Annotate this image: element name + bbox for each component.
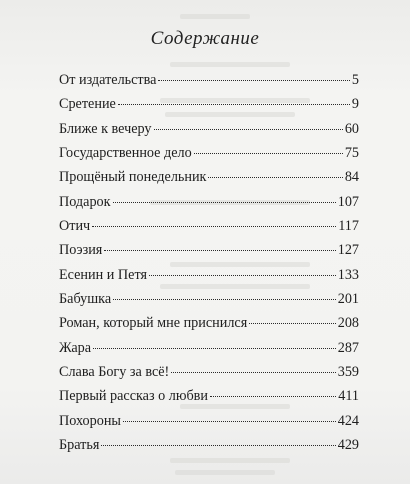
toc-entry-label: Первый рассказ о любви — [59, 388, 208, 405]
toc-entry-label: Ближе к вечеру — [59, 120, 152, 137]
toc-entry-page: 75 — [344, 145, 359, 162]
toc-entry-label: Братья — [59, 437, 100, 454]
toc-entry — [59, 437, 359, 461]
toc-dot-leader — [101, 445, 335, 446]
toc-dot-leader — [93, 348, 336, 349]
toc-dot-leader — [104, 250, 335, 251]
toc-entry-label: Похороны — [59, 412, 121, 429]
toc-dot-leader — [154, 129, 343, 130]
toc-entry — [59, 388, 359, 412]
toc-dot-leader — [118, 104, 350, 105]
toc-entry — [59, 169, 359, 193]
toc-entry-label: Поэзия — [59, 242, 103, 259]
toc-entry-label: Роман, который мне приснился — [59, 315, 248, 332]
toc-entry-label: От издательства — [59, 72, 157, 88]
toc-dot-leader — [194, 153, 343, 154]
toc-dot-leader — [113, 299, 336, 300]
toc-dot-leader — [149, 275, 336, 276]
toc-entry-label: Бабушка — [59, 291, 112, 308]
toc-entry-page: 5 — [351, 72, 359, 88]
toc-entry-label: Есенин и Петя — [59, 266, 147, 283]
toc-entry-label: Прощёный понедельник — [59, 169, 207, 186]
toc-entry — [59, 364, 359, 388]
toc-entry — [59, 218, 359, 242]
toc-entry — [59, 145, 359, 169]
toc-entry-page: 359 — [337, 364, 359, 381]
toc-entry-page: 117 — [338, 218, 359, 235]
toc-entry-page: 9 — [351, 96, 359, 113]
toc-dot-leader — [208, 177, 342, 178]
toc-entry-page: 208 — [337, 315, 359, 332]
toc-entry-page: 424 — [337, 412, 359, 429]
toc-entry-label: Слава Богу за всё! — [59, 364, 170, 381]
toc-title: Содержание — [150, 28, 260, 49]
toc-dot-leader — [249, 323, 335, 324]
toc-entry-label: Отич — [59, 218, 91, 235]
toc-entry — [59, 96, 359, 120]
toc-entry-label: Подарок — [59, 193, 111, 210]
toc-entry-page: 133 — [337, 266, 359, 283]
toc-entry-page: 60 — [344, 120, 359, 137]
toc-dot-leader — [123, 421, 336, 422]
toc-entry — [59, 72, 359, 96]
toc-entry — [59, 242, 359, 266]
toc-entry-page: 107 — [337, 193, 359, 210]
toc-entry — [59, 194, 359, 218]
toc-entry — [59, 267, 359, 291]
toc-entry-page: 127 — [337, 242, 359, 259]
toc-entry — [59, 121, 359, 145]
table-of-contents — [59, 72, 359, 462]
toc-dot-leader — [210, 396, 336, 397]
toc-entry-label: Жара — [59, 339, 92, 356]
toc-dot-leader — [92, 226, 336, 227]
toc-entry-page: 84 — [344, 169, 359, 186]
toc-dot-leader — [113, 202, 336, 203]
toc-entry-page: 411 — [338, 388, 359, 405]
toc-dot-leader — [171, 372, 335, 373]
toc-entry-page: 201 — [337, 291, 359, 308]
toc-entry — [59, 291, 359, 315]
toc-entry-page: 287 — [337, 339, 359, 356]
toc-entry — [59, 340, 359, 364]
toc-entry-label: Сретение — [59, 96, 116, 113]
toc-dot-leader — [158, 80, 349, 81]
toc-entry-page: 429 — [337, 437, 359, 454]
toc-entry — [59, 413, 359, 437]
toc-entry-label: Государственное дело — [59, 145, 192, 162]
toc-entry — [59, 315, 359, 339]
